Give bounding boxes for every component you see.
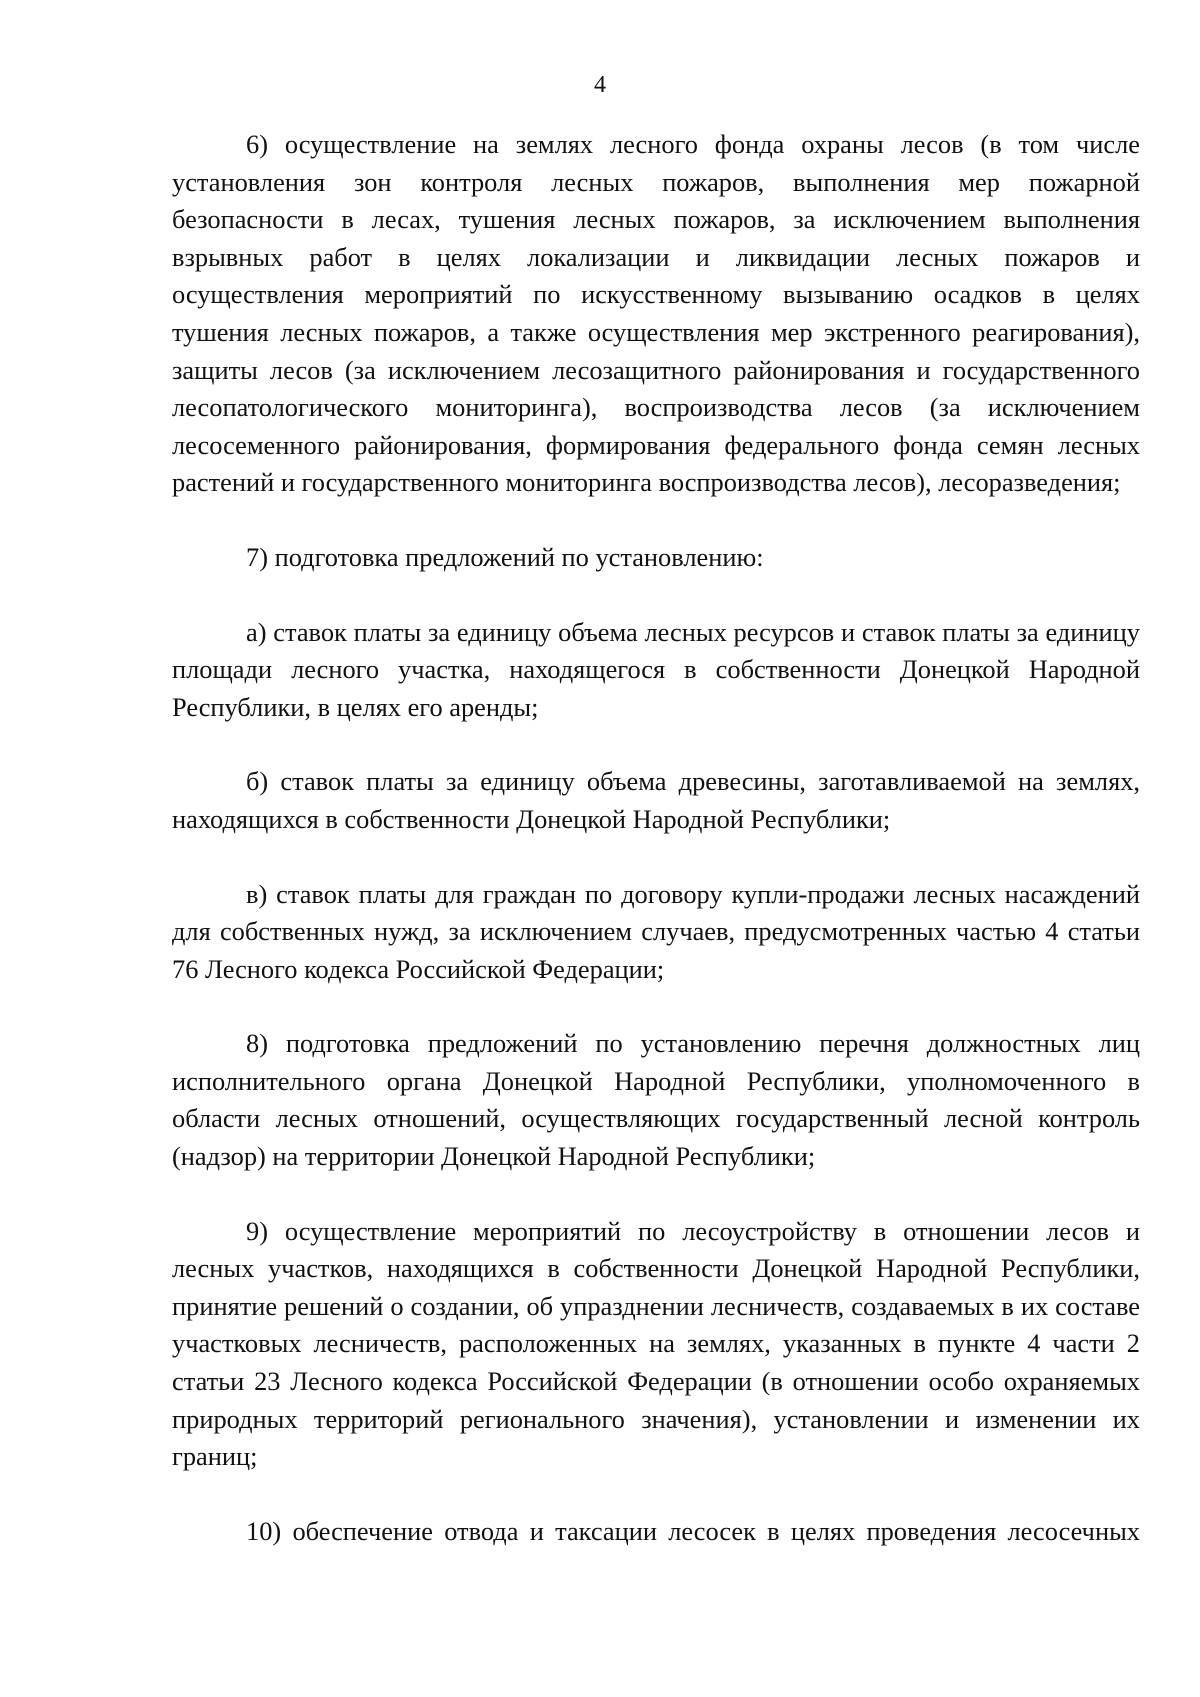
paragraph-item-8: 8) подготовка предложений по установлению перечня должностных лиц исполнительного органа Донецкой Народной Республики, уполномоченного в области лесных отношений, осуществляющих государственный лесной контроль (надзор) на территории Донецкой Народной Республики; — [172, 1028, 1140, 1172]
paragraph-subitem-v: в) ставок платы для граждан по договору купли-продажи лесных насаждений для собственных нужд, за исключением случаев, предусмотренных частью 4 статьи 76 Лесного кодекса Российской Федерации; — [172, 878, 1140, 984]
paragraph-item-6: 6) осуществление на землях лесного фонда охраны лесов (в том числе установления зон контроля лесных пожаров, выполнения мер пожарной безопасности в лесах, тушения лесных пожаров, за исключением выполнения взрывных работ в целях локализации и ликвидации лесных пожаров и осуществления мероприятий по искусственному вызыванию осадков в целях тушения лесных пожаров, а также осуществления мер экстренного реагирования), защиты лесов (за исключением лесозащитного районирования и государственного лесопатологического мониторинга), воспроизводства лесов (за исключением лесосеменного районирования, формирования федерального фонда семян лесных растений и государственного мониторинга воспроизводства лесов), лесоразведения; — [172, 129, 1140, 498]
paragraph-subitem-a: а) ставок платы за единицу объема лесных ресурсов и ставок платы за единицу площади лесного участка, находящегося в собственности Донецкой Народной Республики, в целях его аренды; — [172, 616, 1140, 722]
paragraph-item-7: 7) подготовка предложений по установлению: — [246, 541, 764, 572]
document-body — [172, 126, 1140, 1550]
page-number: 4 — [594, 72, 606, 98]
paragraph-item-9: 9) осуществление мероприятий по лесоустройству в отношении лесов и лесных участков, находящихся в собственности Донецкой Народной Республики, принятие решений о создании, об упразднении лесничеств, создаваемых в их составе участковых лесничеств, расположенных на землях, указанных в пункте 4 части 2 статьи 23 Лесного кодекса Российской Федерации (в отношении особо охраняемых природных территорий регионального значения), установлении и изменении их границ; — [172, 1215, 1140, 1472]
paragraph-subitem-b: б) ставок платы за единицу объема древесины, заготавливаемой на землях, находящихся в собственности Донецкой Народной Республики; — [172, 766, 1140, 834]
paragraph-item-10: 10) обеспечение отвода и таксации лесосек в целях проведения лесосечных — [246, 1515, 1140, 1546]
